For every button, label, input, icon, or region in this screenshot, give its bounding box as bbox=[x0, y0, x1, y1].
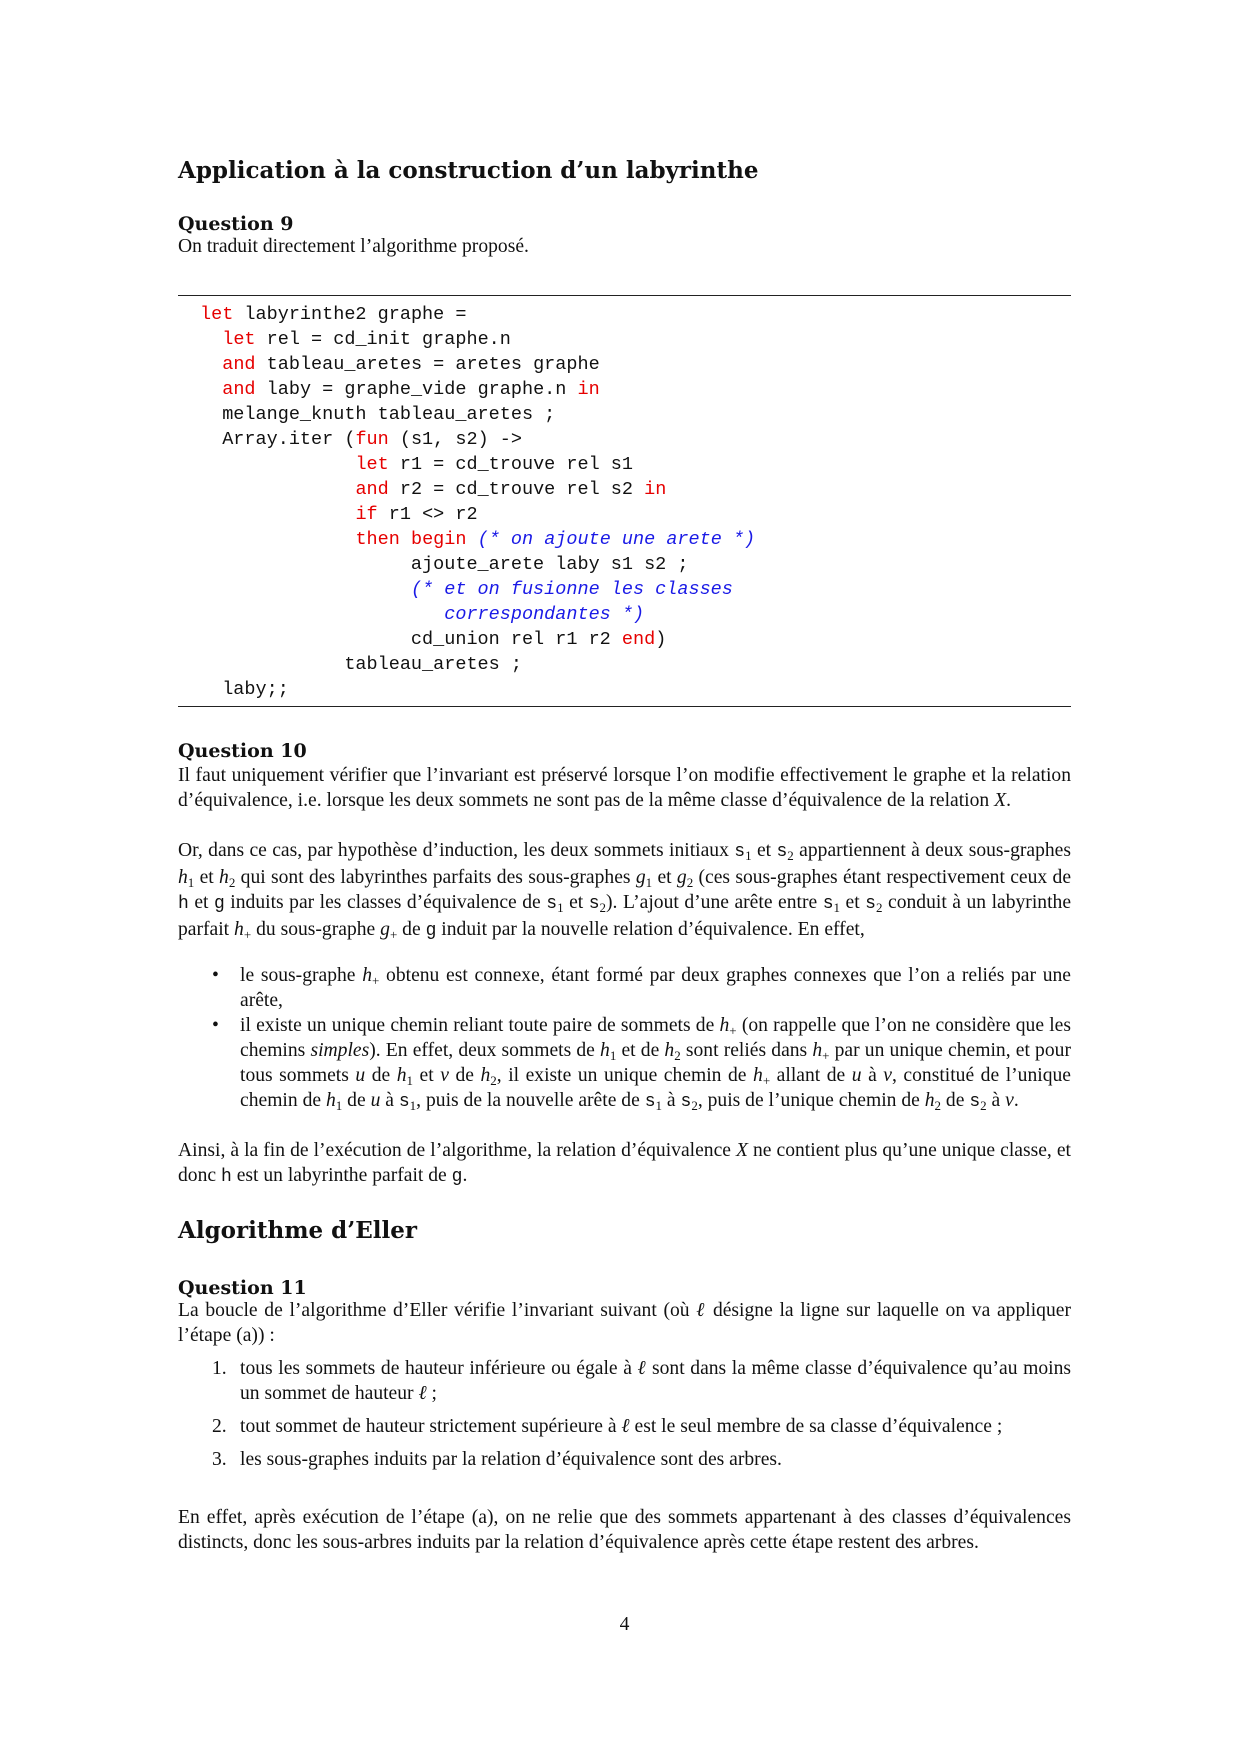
math-symbol: h bbox=[219, 867, 229, 888]
math-symbol: h bbox=[664, 1040, 675, 1061]
code-line bbox=[200, 577, 755, 602]
code-line: and r2 = cd_trouve rel s2 in bbox=[355, 479, 667, 500]
math-symbol: h bbox=[325, 1090, 336, 1111]
math-symbol: h bbox=[600, 1040, 610, 1061]
code-line: let rel = cd_init graphe.n bbox=[222, 329, 511, 350]
bullet-icon: • bbox=[212, 1015, 219, 1036]
page bbox=[178, 0, 1071, 1754]
code-symbol: g bbox=[213, 894, 225, 914]
subscript: + bbox=[762, 1073, 771, 1088]
code-keyword: and bbox=[222, 379, 256, 400]
code-keyword: fun bbox=[355, 429, 389, 450]
subscript: 2 bbox=[691, 1098, 698, 1113]
question-10-paragraph-1: Il faut uniquement vérifier que l’invariant est préservé lorsque l’on modifie effectivement le graphe et la relation d’équivalence, i.e. lorsque les deux sommets ne sont pas de la même classe d’équivalence de la relation X. bbox=[178, 765, 1071, 811]
math-symbol: X bbox=[994, 790, 1007, 811]
subscript: 2 bbox=[934, 1098, 942, 1113]
code-symbol: s bbox=[398, 1092, 410, 1112]
list-item: 1. tous les sommets de hauteur inférieure ou égale à ℓ sont dans la même classe d’équivalence qu’au moins un sommet de hauteur ℓ ; bbox=[212, 1358, 1071, 1404]
question-11-paragraph-2: En effet, après exécution de l’étape (a), on ne relie que des sommets appartenant à des classes d’équivalences distincts, donc les sous-arbres induits par la relation d’équivalence après cette étape restent des arbres. bbox=[178, 1507, 1071, 1553]
code-symbol: s bbox=[644, 1092, 656, 1112]
section-title-labyrinthe: Application à la construction d’un labyrinthe bbox=[178, 157, 759, 184]
subscript: 1 bbox=[645, 875, 653, 890]
question-9-intro: On traduit directement l’algorithme proposé. bbox=[178, 236, 529, 257]
code-symbol: s bbox=[776, 842, 788, 862]
question-9-title: Question 9 bbox=[178, 213, 294, 235]
math-symbol: h bbox=[753, 1065, 763, 1086]
code-symbol: s bbox=[546, 894, 558, 914]
math-symbol: ℓ bbox=[621, 1416, 630, 1437]
code-keyword: and bbox=[355, 479, 389, 500]
math-symbol: h bbox=[812, 1040, 823, 1061]
math-symbol: h bbox=[924, 1090, 935, 1111]
subscript: + bbox=[372, 973, 380, 988]
subscript: 2 bbox=[875, 900, 883, 915]
math-symbol: u bbox=[355, 1065, 366, 1086]
math-symbol: h bbox=[396, 1065, 407, 1086]
code-keyword: and bbox=[222, 354, 256, 375]
code-comment: (* et on fusionne les classes bbox=[410, 579, 733, 600]
code-line: laby;; bbox=[200, 679, 289, 700]
list-number: 2. bbox=[212, 1416, 227, 1437]
code-keyword: in bbox=[644, 479, 667, 500]
subscript: 2 bbox=[686, 875, 694, 890]
code-line: cd_union rel r1 r2 end) bbox=[200, 629, 667, 650]
list-number: 3. bbox=[212, 1449, 227, 1470]
math-symbol: v bbox=[1005, 1090, 1014, 1111]
code-line: ajoute_arete laby s1 s2 ; bbox=[200, 554, 689, 575]
question-10-paragraph-2: Or, dans ce cas, par hypothèse d’induction, les deux sommets initiaux $s_1$ et $s_2$ appartiennent à deux sous-graphes $h_1$ et $h_2$ qui sont des labyrinthes parfaits des sous-graphes $g_1$ et $g_2$ (ces sous-graphes étant respectivement ceux de h et g induits par les classes d’équivalence de $s_1$ et $s_2$). L’ajout d’une arête entre $s_1$ et $s_2$ conduit à un labyrinthe parfait $h_+$ du sous-graphe $g_+$ de g induit par la nouvelle relation d’équivalence. En effet, bbox=[178, 840, 1072, 942]
subscript: 1 bbox=[187, 875, 195, 890]
question-10-bullet-list bbox=[178, 963, 1071, 1115]
code-line: tableau_aretes ; bbox=[200, 654, 522, 675]
code-symbol: s bbox=[680, 1092, 692, 1112]
code-symbol: h bbox=[178, 894, 189, 914]
code-keyword: in bbox=[577, 379, 600, 400]
code-line: if r1 <> r2 bbox=[355, 504, 478, 525]
subscript: 2 bbox=[599, 900, 607, 915]
question-11-paragraph-1: La boucle de l’algorithme d’Eller vérifie l’invariant suivant (où ℓ désigne la ligne sur laquelle on va appliquer l’étape (a)) : bbox=[178, 1300, 1071, 1346]
math-symbol: g bbox=[635, 867, 646, 888]
subscript: 2 bbox=[980, 1098, 987, 1113]
math-symbol: v bbox=[440, 1065, 449, 1086]
subscript: 2 bbox=[490, 1073, 497, 1088]
math-symbol: g bbox=[380, 919, 390, 940]
code-top-rule bbox=[178, 295, 1071, 296]
code-comment: correspondantes *) bbox=[444, 604, 645, 625]
code-line bbox=[200, 527, 755, 552]
subscript: 1 bbox=[409, 1098, 417, 1113]
code-comment: (* on ajoute une arete *) bbox=[477, 529, 756, 550]
code-symbol: s bbox=[822, 894, 834, 914]
code-line: Array.iter (fun (s1, s2) -> bbox=[200, 429, 522, 450]
code-keyword: let bbox=[222, 329, 256, 350]
code-symbol: h bbox=[221, 1167, 232, 1187]
subscript: 1 bbox=[745, 848, 752, 863]
subscript: 1 bbox=[655, 1098, 662, 1113]
code-bottom-rule bbox=[178, 706, 1071, 707]
code-line: and tableau_aretes = aretes graphe bbox=[222, 354, 600, 375]
list-item: 2. tout sommet de hauteur strictement supérieure à ℓ est le seul membre de sa classe d’équivalence ; bbox=[212, 1416, 1003, 1437]
subscript: 1 bbox=[406, 1073, 414, 1088]
code-keyword: let bbox=[200, 304, 234, 325]
code-symbol: s bbox=[969, 1092, 981, 1112]
subscript: + bbox=[822, 1048, 830, 1063]
subscript: + bbox=[243, 927, 252, 942]
code-symbol: g bbox=[425, 921, 437, 941]
code-line: let r1 = cd_trouve rel s1 bbox=[355, 454, 633, 475]
subscript: 1 bbox=[833, 900, 841, 915]
math-symbol: u bbox=[370, 1090, 381, 1111]
subscript: 1 bbox=[557, 900, 564, 915]
code-keyword: let bbox=[355, 454, 389, 475]
section-title-eller: Algorithme d’Eller bbox=[178, 1217, 418, 1244]
code-symbol: s bbox=[865, 894, 876, 914]
subscript: 2 bbox=[674, 1048, 681, 1063]
subscript: 2 bbox=[228, 875, 236, 890]
list-item: 3. les sous-graphes induits par la relation d’équivalence sont des arbres. bbox=[212, 1449, 782, 1470]
subscript: 1 bbox=[335, 1098, 343, 1113]
math-symbol: ℓ bbox=[418, 1383, 427, 1404]
math-symbol: h bbox=[362, 965, 372, 986]
code-line bbox=[200, 602, 755, 627]
code-symbol: s bbox=[734, 842, 746, 862]
math-symbol: g bbox=[676, 867, 687, 888]
math-symbol: h bbox=[178, 867, 188, 888]
code-symbol: s bbox=[588, 894, 600, 914]
code-keyword: end bbox=[621, 629, 656, 650]
bullet-icon: • bbox=[212, 965, 219, 986]
code-line: let labyrinthe2 graphe = bbox=[200, 304, 467, 325]
subscript: 2 bbox=[787, 848, 794, 863]
question-10-title: Question 10 bbox=[178, 740, 307, 762]
question-11-title: Question 11 bbox=[178, 1277, 307, 1299]
list-number: 1. bbox=[212, 1358, 227, 1379]
code-line: melange_knuth tableau_aretes ; bbox=[200, 404, 556, 425]
page-number: 4 bbox=[619, 1614, 630, 1635]
code-keyword: then bbox=[355, 529, 400, 550]
math-symbol: h bbox=[719, 1015, 730, 1036]
list-item: • il existe un unique chemin reliant toute paire de sommets de $h_+$ (on rappelle que l’on ne considère que les chemins simples). En effet, deux sommets de $h_1$ et de $h_2$ sont reliés dans $h_+$ par un unique chemin, et pour tous sommets u de $h_1$ et v de $h_2$, il existe un unique chemin de $h_+$ allant de u à v, constitué de l’unique chemin de $h_1$ de u à $s_1$, puis de la nouvelle arête de $s_1$ à $s_2$, puis de l’unique chemin de $h_2$ de $s_2$ à v. bbox=[212, 1015, 1071, 1113]
math-symbol: u bbox=[851, 1065, 862, 1086]
question-10-paragraph-3: Ainsi, à la fin de l’exécution de l’algorithme, la relation d’équivalence X ne contient plus qu’une unique classe, et donc h est un labyrinthe parfait de g. bbox=[178, 1140, 1071, 1187]
subscript: 1 bbox=[609, 1048, 617, 1063]
code-line: and laby = graphe_vide graphe.n in bbox=[222, 379, 600, 400]
list-item: • le sous-graphe $h_+$ obtenu est connexe, étant formé par deux graphes connexes que l’on a reliés par une arête, bbox=[212, 965, 1071, 1011]
code-symbol: g bbox=[451, 1167, 463, 1187]
math-symbol: simples bbox=[310, 1040, 370, 1061]
math-symbol: v bbox=[883, 1065, 892, 1086]
math-symbol: ℓ bbox=[696, 1300, 707, 1321]
math-symbol: ℓ bbox=[637, 1358, 647, 1379]
math-symbol: h bbox=[234, 919, 244, 940]
math-symbol: X bbox=[736, 1140, 748, 1161]
subscript: + bbox=[729, 1023, 737, 1038]
code-listing bbox=[200, 302, 755, 702]
code-keyword: begin bbox=[410, 529, 467, 550]
question-11-numbered-list bbox=[178, 1356, 1071, 1480]
code-keyword: if bbox=[355, 504, 378, 525]
subscript: + bbox=[389, 927, 398, 942]
math-symbol: h bbox=[480, 1065, 491, 1086]
